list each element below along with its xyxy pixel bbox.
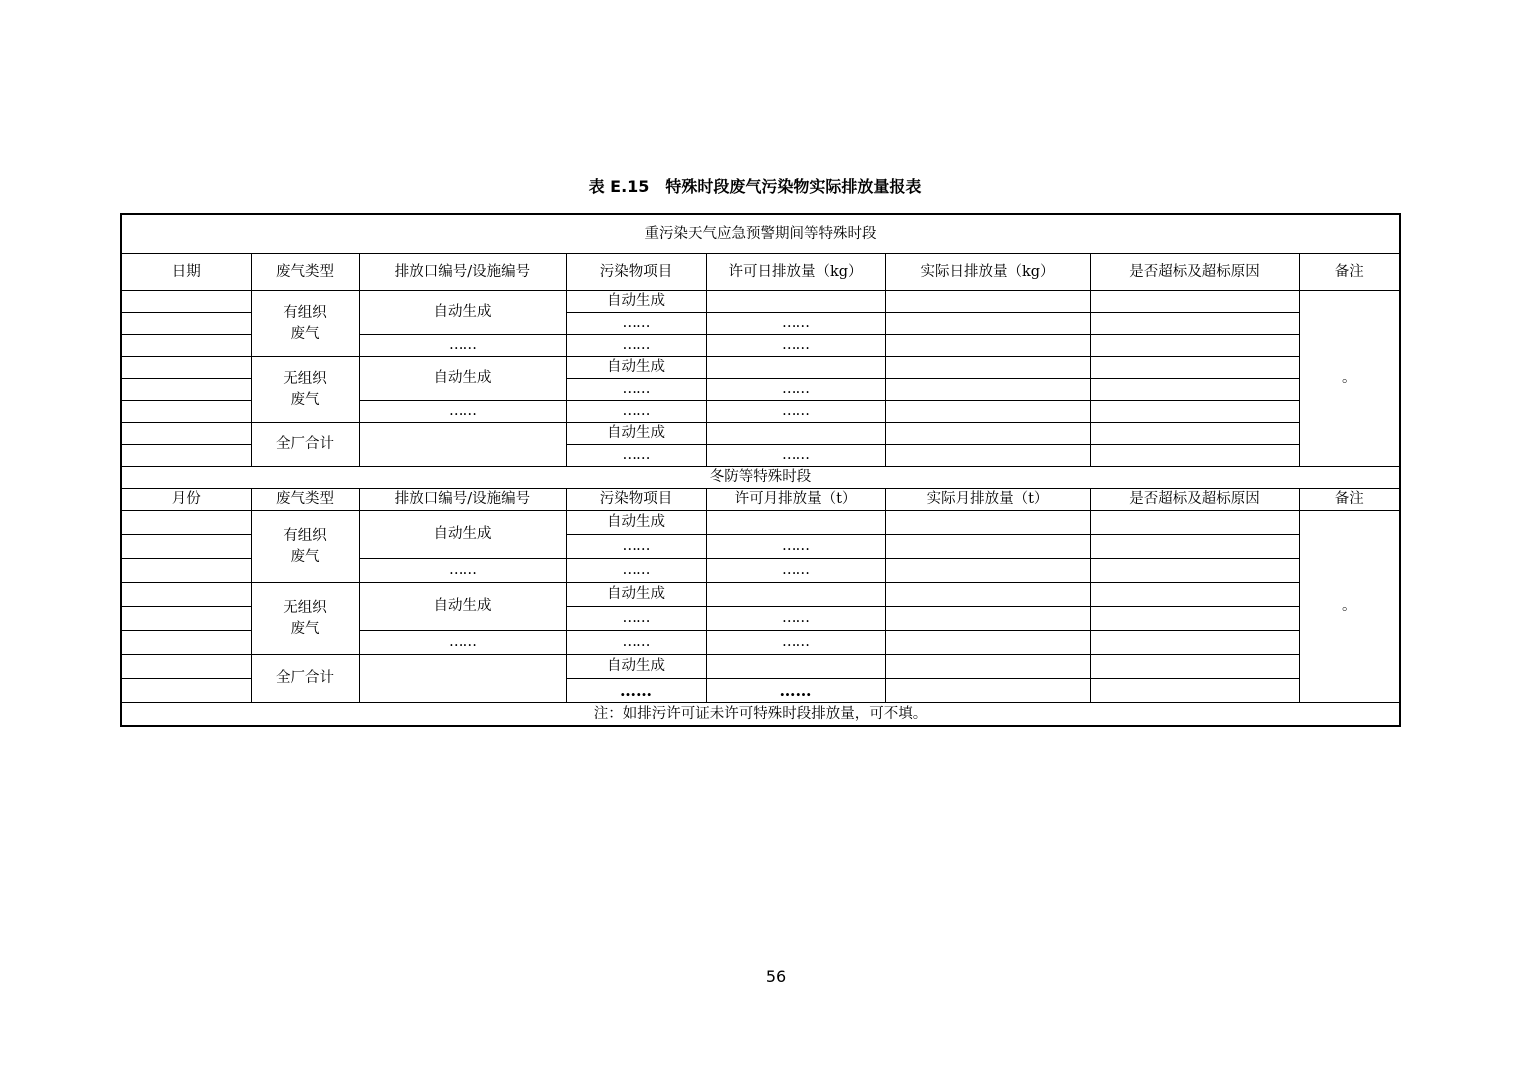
permitted-cell	[706, 423, 885, 445]
group-fugitive-gas: 无组织 废气	[251, 357, 359, 423]
reason-cell	[1090, 679, 1299, 703]
header-permitted-daily: 许可日排放量（kg）	[706, 254, 885, 291]
group-organized-gas: 有组织 废气	[251, 291, 359, 357]
pollutant-auto-cell: 自动生成	[566, 423, 706, 445]
actual-cell	[885, 535, 1090, 559]
reason-cell	[1090, 379, 1299, 401]
reason-cell	[1090, 559, 1299, 583]
permitted-ellipsis: ……	[706, 631, 885, 655]
permitted-ellipsis: ……	[706, 445, 885, 467]
reason-cell	[1090, 313, 1299, 335]
section-banner-heavy-pollution: 重污染天气应急预警期间等特殊时段	[121, 214, 1400, 254]
outlet-auto-cell: 自动生成	[359, 511, 566, 559]
permitted-cell	[706, 357, 885, 379]
header-exceed-reason: 是否超标及超标原因	[1090, 254, 1299, 291]
pollutant-ellipsis: ……	[566, 535, 706, 559]
permitted-ellipsis: ……	[706, 335, 885, 357]
reason-cell	[1090, 401, 1299, 423]
actual-cell	[885, 631, 1090, 655]
group-plant-total: 全厂合计	[251, 423, 359, 467]
permitted-cell	[706, 511, 885, 535]
remark-cell: 。	[1299, 511, 1400, 703]
permitted-ellipsis: ……	[706, 379, 885, 401]
month-cell	[121, 559, 251, 583]
reason-cell	[1090, 357, 1299, 379]
permitted-ellipsis: ……	[706, 535, 885, 559]
pollutant-auto-cell: 自动生成	[566, 511, 706, 535]
reason-cell	[1090, 535, 1299, 559]
pollutant-ellipsis: ……	[566, 607, 706, 631]
header-gas-type: 废气类型	[251, 489, 359, 511]
date-cell	[121, 379, 251, 401]
table-note: 注：如排污许可证未许可特殊时段排放量，可不填。	[121, 703, 1400, 727]
actual-cell	[885, 401, 1090, 423]
outlet-auto-cell: 自动生成	[359, 291, 566, 335]
pollutant-auto-cell: 自动生成	[566, 583, 706, 607]
permitted-cell	[706, 655, 885, 679]
month-cell	[121, 535, 251, 559]
pollutant-ellipsis: ……	[566, 313, 706, 335]
header-actual-monthly: 实际月排放量（t）	[885, 489, 1090, 511]
actual-cell	[885, 445, 1090, 467]
permitted-ellipsis: ……	[706, 401, 885, 423]
remark-cell: 。	[1299, 291, 1400, 467]
actual-cell	[885, 423, 1090, 445]
header-pollutant: 污染物项目	[566, 254, 706, 291]
reason-cell	[1090, 607, 1299, 631]
group-plant-total: 全厂合计	[251, 655, 359, 703]
date-cell	[121, 423, 251, 445]
pollutant-ellipsis: ……	[566, 559, 706, 583]
group-organized-gas: 有组织 废气	[251, 511, 359, 583]
header-date: 日期	[121, 254, 251, 291]
header-exceed-reason: 是否超标及超标原因	[1090, 489, 1299, 511]
actual-cell	[885, 335, 1090, 357]
pollutant-auto-cell: 自动生成	[566, 291, 706, 313]
pollutant-auto-cell: 自动生成	[566, 655, 706, 679]
pollutant-ellipsis: ……	[566, 335, 706, 357]
actual-cell	[885, 583, 1090, 607]
actual-cell	[885, 357, 1090, 379]
pollutant-ellipsis: ……	[566, 379, 706, 401]
outlet-auto-cell: 自动生成	[359, 357, 566, 401]
header-month: 月份	[121, 489, 251, 511]
month-cell	[121, 679, 251, 703]
outlet-ellipsis: ……	[359, 401, 566, 423]
reason-cell	[1090, 655, 1299, 679]
date-cell	[121, 313, 251, 335]
actual-cell	[885, 607, 1090, 631]
actual-cell	[885, 559, 1090, 583]
outlet-auto-cell: 自动生成	[359, 583, 566, 631]
emission-report-table	[120, 213, 1401, 727]
permitted-cell	[706, 583, 885, 607]
permitted-ellipsis: ……	[706, 679, 885, 703]
month-cell	[121, 511, 251, 535]
header-permitted-monthly: 许可月排放量（t）	[706, 489, 885, 511]
page-number: 56	[765, 967, 787, 986]
outlet-cell	[359, 655, 566, 703]
table-title: 表 E.15 特殊时段废气污染物实际排放量报表	[588, 177, 922, 196]
outlet-cell	[359, 423, 566, 467]
outlet-ellipsis: ……	[359, 335, 566, 357]
header-pollutant: 污染物项目	[566, 489, 706, 511]
group-fugitive-gas: 无组织 废气	[251, 583, 359, 655]
actual-cell	[885, 313, 1090, 335]
actual-cell	[885, 291, 1090, 313]
actual-cell	[885, 655, 1090, 679]
reason-cell	[1090, 335, 1299, 357]
actual-cell	[885, 511, 1090, 535]
permitted-ellipsis: ……	[706, 559, 885, 583]
header-remark: 备注	[1299, 489, 1400, 511]
header-actual-daily: 实际日排放量（kg）	[885, 254, 1090, 291]
permitted-ellipsis: ……	[706, 607, 885, 631]
month-cell	[121, 631, 251, 655]
permitted-cell	[706, 291, 885, 313]
reason-cell	[1090, 511, 1299, 535]
pollutant-ellipsis: ……	[566, 631, 706, 655]
header-gas-type: 废气类型	[251, 254, 359, 291]
reason-cell	[1090, 583, 1299, 607]
header-outlet-id: 排放口编号/设施编号	[359, 254, 566, 291]
month-cell	[121, 583, 251, 607]
outlet-ellipsis: ……	[359, 559, 566, 583]
actual-cell	[885, 379, 1090, 401]
pollutant-ellipsis: ……	[566, 679, 706, 703]
header-remark: 备注	[1299, 254, 1400, 291]
date-cell	[121, 445, 251, 467]
date-cell	[121, 335, 251, 357]
pollutant-ellipsis: ……	[566, 445, 706, 467]
reason-cell	[1090, 423, 1299, 445]
permitted-ellipsis: ……	[706, 313, 885, 335]
date-cell	[121, 357, 251, 379]
outlet-ellipsis: ……	[359, 631, 566, 655]
reason-cell	[1090, 631, 1299, 655]
header-outlet-id: 排放口编号/设施编号	[359, 489, 566, 511]
month-cell	[121, 655, 251, 679]
section-banner-winter: 冬防等特殊时段	[121, 467, 1400, 489]
reason-cell	[1090, 445, 1299, 467]
pollutant-auto-cell: 自动生成	[566, 357, 706, 379]
month-cell	[121, 607, 251, 631]
reason-cell	[1090, 291, 1299, 313]
date-cell	[121, 291, 251, 313]
date-cell	[121, 401, 251, 423]
actual-cell	[885, 679, 1090, 703]
pollutant-ellipsis: ……	[566, 401, 706, 423]
